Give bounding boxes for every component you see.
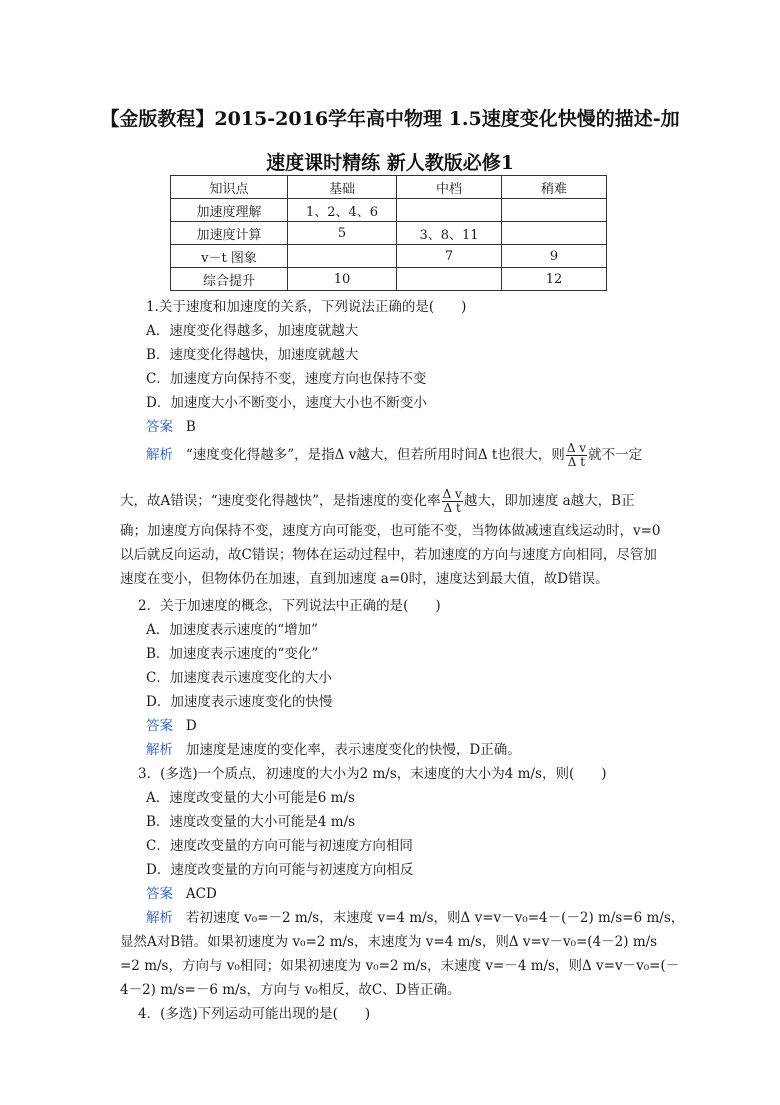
- table-cell: 9: [502, 245, 607, 268]
- table-cell: [397, 268, 502, 291]
- q1-analysis-line4: 以后就反向运动，故C错误；物体在运动过程中，若加速度的方向与速度方向相同，尽管加: [120, 547, 657, 563]
- answer-label: 答案: [146, 718, 173, 734]
- analysis-text: 越大，即加速度 a越大，B正: [463, 493, 635, 509]
- table-cell: [502, 199, 607, 222]
- table-cell: 1、2、4、6: [288, 199, 397, 222]
- fraction-dv-dt: [566, 442, 587, 469]
- q3-option-c: C．速度改变量的方向可能与初速度方向相同: [146, 838, 413, 854]
- q2-answer: [146, 717, 197, 735]
- table-header: 知识点: [171, 176, 288, 199]
- answer-value: ACD: [185, 886, 217, 902]
- fraction-numerator: Δ v: [442, 487, 462, 501]
- q3-analysis-line1: [146, 909, 684, 927]
- analysis-text: 大，故A错误；“速度变化得越快”，是指速度的变化率: [120, 493, 441, 509]
- q2-option-a: A．加速度表示速度的“增加”: [146, 622, 319, 638]
- fraction-denominator: Δ t: [443, 501, 461, 515]
- q1-analysis-line1: [146, 442, 642, 469]
- knowledge-table: [170, 175, 607, 291]
- analysis-text: 就不一定: [588, 447, 643, 463]
- q1-option-c: C．加速度方向保持不变，速度方向也保持不变: [146, 371, 427, 387]
- q1-option-d: D．加速度大小不断变小，速度大小也不断变小: [146, 395, 427, 411]
- answer-value: B: [185, 419, 196, 435]
- q3-option-d: D．速度改变量的方向可能与初速度方向相反: [146, 862, 414, 878]
- analysis-text: 加速度是速度的变化率，表示速度变化的快慢，D正确。: [185, 742, 521, 758]
- table-cell: 12: [502, 268, 607, 291]
- table-cell: 3、8、11: [397, 222, 502, 245]
- table-cell: 10: [288, 268, 397, 291]
- q1-option-b: B．速度变化得越快，加速度就越大: [146, 347, 359, 363]
- table-row: [171, 268, 607, 291]
- table-header: 稍难: [502, 176, 607, 199]
- answer-label: 答案: [146, 419, 173, 435]
- table-row: [171, 222, 607, 245]
- table-cell: 5: [288, 222, 397, 245]
- analysis-label: 解析: [146, 447, 173, 463]
- analysis-label: 解析: [146, 910, 173, 926]
- analysis-label: 解析: [146, 742, 173, 758]
- q1-stem: 1.关于速度和加速度的关系，下列说法正确的是( ): [146, 299, 467, 315]
- q3-option-a: A．速度改变量的大小可能是6 m/s: [146, 790, 355, 806]
- q2-option-c: C．加速度表示速度变化的大小: [146, 670, 332, 686]
- q2-option-d: D．加速度表示速度变化的快慢: [146, 694, 333, 710]
- table-cell: [288, 245, 397, 268]
- q1-option-a: A．速度变化得越多，加速度就越大: [146, 323, 359, 339]
- q2-analysis: [146, 741, 521, 759]
- document-title-line1: 【金版教程】2015-2016学年高中物理 1.5速度变化快慢的描述-加: [100, 108, 680, 130]
- answer-value: D: [185, 718, 197, 734]
- q1-analysis-line5: 速度在变小，但物体仍在加速，直到加速度 a=0时，速度达到最大值，故D错误。: [120, 571, 609, 587]
- q3-analysis-line2: 显然A对B错。如果初速度为 v₀=2 m/s，末速度为 v=4 m/s，则Δ v=v－v₀=(4－2) m/s: [120, 934, 658, 950]
- q3-answer: [146, 885, 217, 903]
- answer-label: 答案: [146, 886, 173, 902]
- q1-analysis-line2: [120, 488, 635, 515]
- fraction-denominator: Δ t: [567, 455, 586, 469]
- table-cell: 综合提升: [171, 268, 288, 291]
- table-row: [171, 245, 607, 268]
- table-header-row: [171, 176, 607, 199]
- q1-answer: [146, 418, 196, 436]
- q3-option-b: B．速度改变量的大小可能是4 m/s: [146, 814, 356, 830]
- document-title-line2: 速度课时精练 新人教版必修1: [266, 152, 514, 174]
- table-header: 基础: [288, 176, 397, 199]
- q3-analysis-line3: =2 m/s，方向与 v₀相同；如果初速度为 v₀=2 m/s，末速度 v=－4 m/s，则Δ v=v－v₀=(－: [120, 958, 680, 974]
- table-cell: v－t 图象: [171, 245, 288, 268]
- q4-stem: 4．(多选)下列运动可能出现的是( ): [138, 1006, 371, 1022]
- table-cell: 加速度计算: [171, 222, 288, 245]
- q2-stem: 2．关于加速度的概念，下列说法中正确的是( ): [138, 598, 441, 614]
- table-cell: [502, 222, 607, 245]
- table-row: [171, 199, 607, 222]
- q3-stem: 3．(多选)一个质点，初速度的大小为2 m/s，末速度的大小为4 m/s，则( ): [138, 766, 607, 782]
- table-cell: [397, 199, 502, 222]
- analysis-text: “速度变化得越多”，是指Δ v越大，但若所用时间Δ t也很大，则: [185, 447, 565, 463]
- q2-option-b: B．加速度表示速度的“变化”: [146, 646, 319, 662]
- fraction-dv-dt: [442, 488, 463, 515]
- q3-analysis-line4: 4－2) m/s=－6 m/s，方向与 v₀相反，故C、D皆正确。: [120, 982, 461, 998]
- table-cell: 加速度理解: [171, 199, 288, 222]
- table-cell: 7: [397, 245, 502, 268]
- fraction-numerator: Δ v: [566, 441, 587, 455]
- analysis-text: 若初速度 v₀=－2 m/s，末速度 v=4 m/s，则Δ v=v－v₀=4－(－2) m/s=6 m/s，: [185, 910, 685, 926]
- q1-analysis-line3: 确；加速度方向保持不变，速度方向可能变，也可能不变，当物体做减速直线运动时，v=0: [120, 523, 661, 539]
- table-header: 中档: [397, 176, 502, 199]
